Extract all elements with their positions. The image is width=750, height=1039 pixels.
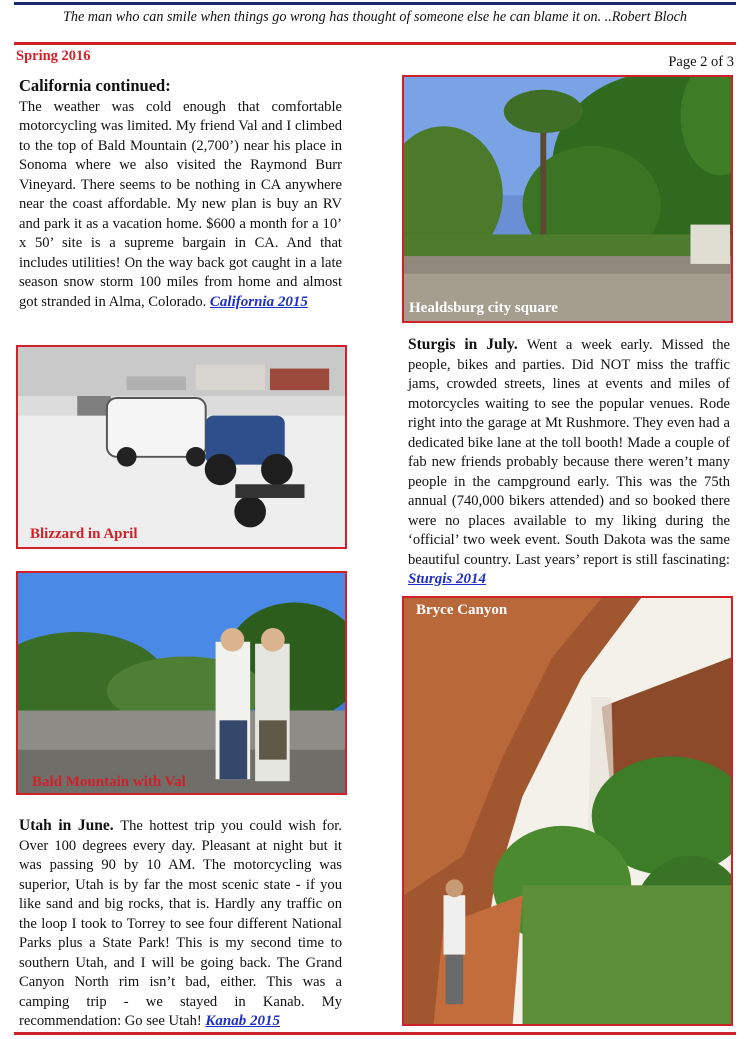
healdsburg-photo bbox=[402, 75, 733, 323]
bryce-canyon-photo bbox=[402, 596, 733, 1026]
sturgis-2014-link[interactable]: Sturgis 2014 bbox=[408, 571, 486, 587]
top-rule bbox=[14, 2, 736, 5]
bryce-canyon-image bbox=[404, 598, 731, 1024]
utah-body: The hottest trip you could wish for. Over 100 degrees every day. Pleasant at night but it was passing 90 by 10 AM. The motorcycling was superior, Utah is by far the most scenic state - if you like sand and big rocks, that is. Hardly any traffic on the loop I took to Torrey to see four different National Parks plus a State Park! This is my second time to southern Utah, and I will be going back. The Grand Canyon North rim isn’t bad, either. This was a camping trip - we stayed in Kanab. My recommendation: Go see Utah! bbox=[19, 818, 342, 1029]
blizzard-image bbox=[18, 347, 345, 547]
page-number: Page 2 of 3 bbox=[668, 54, 734, 70]
blizzard-caption: Blizzard in April bbox=[30, 526, 138, 542]
bryce-canyon-caption: Bryce Canyon bbox=[416, 602, 508, 618]
blizzard-photo bbox=[16, 345, 347, 549]
sturgis-lead: Sturgis in July. bbox=[408, 336, 527, 353]
california-heading: California continued: bbox=[19, 76, 171, 95]
utah-lead: Utah in June. bbox=[19, 817, 121, 834]
footer-red-rule bbox=[14, 1032, 736, 1035]
utah-article bbox=[19, 816, 342, 1032]
sturgis-body: Went a week early. Missed the people, bikes and parties. Did NOT miss the traffic jams, crowded streets, lines at events and miles of motorcycles waiting to see the popular venues. Rode right into the garage at Mt Rushmore. They even had a dedicated bike lane at the toll booth! Made a couple of fab new friends probably because there weren’t many people in the campground early. This was the 75th annual (740,000 bikers attended) and so booked there were no places available to my liking during the ‘official’ two week event. South Dakota was the same beautiful country. Last years’ report is still fascinating: bbox=[408, 337, 730, 568]
season-label: Spring 2016 bbox=[16, 48, 91, 64]
bald-mountain-caption: Bald Mountain with Val bbox=[32, 774, 186, 790]
healdsburg-image bbox=[404, 77, 731, 321]
california-body: The weather was cold enough that comfortable motorcycling was limited. My friend Val and I climbed to the top of Bald Mountain (2,700’) near his place in Sonoma where we also visited the Raymond Burr Vineyard. There seems to be nothing in CA anywhere near the coast affordable. My new plan is buy an RV and park it as a vacation home. $600 a month for a 10’ x 50’ site is a supreme bargain in CA. And that includes utilities! On the way back got caught in a late season snow storm 100 miles from home and almost got stranded in Alma, Colorado. bbox=[19, 98, 342, 310]
sturgis-article bbox=[408, 335, 730, 590]
header-red-rule bbox=[14, 42, 736, 45]
kanab-2015-link[interactable]: Kanab 2015 bbox=[205, 1013, 281, 1029]
california-2015-link[interactable]: California 2015 bbox=[209, 293, 308, 310]
healdsburg-caption: Healdsburg city square bbox=[409, 300, 558, 316]
bald-mountain-image bbox=[18, 573, 345, 793]
header-quote: The man who can smile when things go wrong has thought of someone else he can blame it on. ..Robert Bloch bbox=[62, 9, 688, 25]
california-article bbox=[19, 76, 342, 312]
bald-mountain-photo bbox=[16, 571, 347, 795]
